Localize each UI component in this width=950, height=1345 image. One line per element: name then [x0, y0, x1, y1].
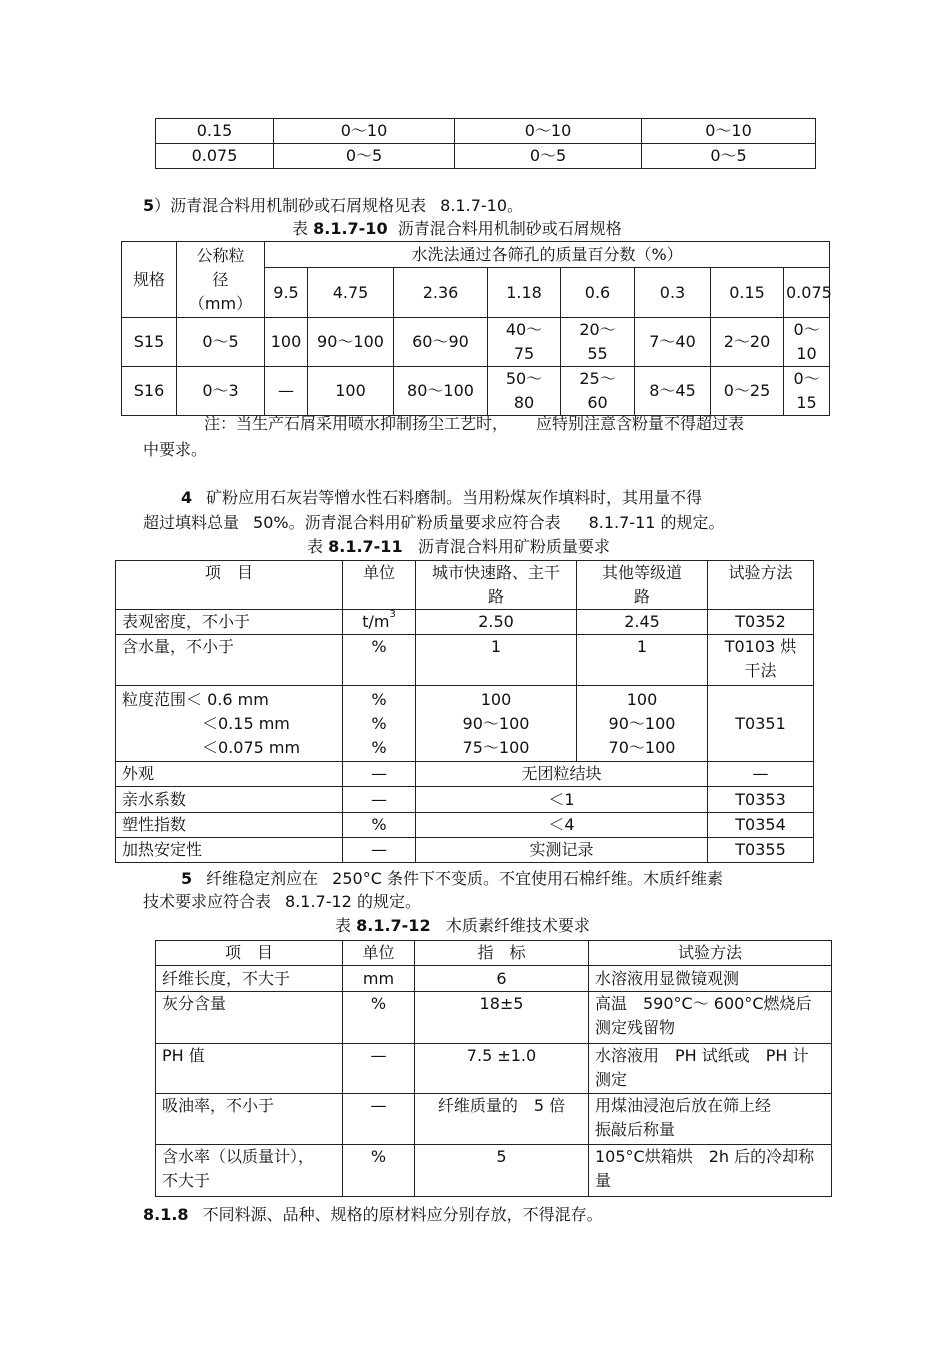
method-line: 测定残留物 — [595, 1018, 676, 1037]
paragraph-5 — [143, 194, 523, 218]
method-cell — [589, 1145, 832, 1197]
table-ref: 8.1.7-10 — [440, 196, 507, 215]
value-cell: 100 — [265, 318, 308, 367]
value-cell — [577, 686, 708, 762]
unit-text: t/m — [362, 612, 390, 631]
table-8-1-7-11 — [115, 560, 814, 863]
value-cell: 1 — [577, 635, 708, 686]
header-line: 城市快速路、主干 — [431, 563, 560, 582]
table-cell: 0～5 — [455, 144, 642, 169]
method-line: 用煤油浸泡后放在筛上经 — [595, 1096, 772, 1115]
item-line: ＜0.075 mm — [202, 737, 301, 757]
table-row — [116, 610, 814, 635]
unit-line: % — [371, 713, 387, 733]
paragraph-5-fiber-line2 — [143, 890, 421, 914]
header-passing-percent: 水洗法通过各筛孔的质量百分数（%） — [265, 242, 830, 268]
para-number: 5 — [181, 869, 193, 888]
method-cell — [589, 992, 832, 1044]
para-number: 4 — [181, 488, 193, 507]
value-cell: 7～40 — [635, 318, 711, 367]
value-cell: 90～100 — [308, 318, 394, 367]
unit-cell — [343, 686, 416, 762]
unit-cell: mm — [343, 966, 415, 992]
table-row — [122, 367, 830, 416]
table-header-row — [116, 561, 814, 610]
header-spec: 规格 — [122, 242, 177, 318]
method-cell: T0354 — [708, 813, 814, 838]
value-cell: ＜4 — [416, 813, 708, 838]
table-cell: 0.15 — [156, 119, 274, 144]
item-cell: 亲水系数 — [116, 787, 343, 813]
table-row — [122, 318, 830, 367]
size-cell: 0～3 — [177, 367, 265, 416]
caption-prefix: 表 — [307, 537, 324, 556]
item-line: ＜0.15 mm — [202, 713, 290, 733]
header-unit: 单位 — [343, 561, 416, 610]
section-text: 不同料源、品种、规格的原材料应分别存放，不得混存。 — [202, 1205, 603, 1224]
item-cell: 表观密度，不小于 — [116, 610, 343, 635]
unit-cell: % — [343, 635, 416, 686]
method-line: 振敲后称量 — [595, 1120, 676, 1139]
item-cell: 含水量，不小于 — [116, 635, 343, 686]
value-line: 70～100 — [608, 737, 676, 757]
table-row — [156, 992, 832, 1044]
note-text: 中要求。 — [143, 440, 208, 459]
caption-prefix: 表 — [292, 219, 309, 238]
header-method: 试验方法 — [589, 941, 832, 966]
sieve-size: 1.18 — [488, 268, 561, 318]
item-cell — [116, 686, 343, 762]
unit-line: % — [371, 689, 387, 709]
header-item: 项 目 — [156, 941, 343, 966]
caption-title: 木质素纤维技术要求 — [445, 916, 590, 935]
value-line: 75～100 — [462, 737, 530, 757]
caption-title: 沥青混合料用机制砂或石屑规格 — [397, 219, 622, 238]
header-city-road — [416, 561, 577, 610]
para-text: 矿粉应用石灰岩等憎水性石料磨制。当用粉煤灰作填料时，其用量不得 — [206, 488, 703, 507]
value-cell: 100 — [308, 367, 394, 416]
table-row — [116, 762, 814, 787]
item-cell: PH 值 — [156, 1044, 343, 1094]
header-other-road — [577, 561, 708, 610]
method-line: 水溶液用 PH 试纸或 PH 计 — [595, 1046, 809, 1065]
value-line: 90～100 — [462, 713, 530, 733]
header-method: 试验方法 — [708, 561, 814, 610]
unit-cell: % — [343, 1145, 415, 1197]
unit-cell — [343, 610, 416, 635]
note-text: 应特别注意含粉量不得超过表 — [536, 414, 745, 433]
method-cell — [589, 1044, 832, 1094]
method-cell: — — [708, 762, 814, 787]
header-index: 指 标 — [415, 941, 589, 966]
unit-sup: 3 — [389, 609, 396, 620]
unit-cell: % — [343, 992, 415, 1044]
index-cell: 7.5 ±1.0 — [415, 1044, 589, 1094]
value-cell: 40～ 75 — [488, 318, 561, 367]
unit-line: % — [371, 737, 387, 757]
table-row — [116, 838, 814, 863]
value-cell: 2.45 — [577, 610, 708, 635]
table-cell: 0～5 — [274, 144, 455, 169]
method-line: 干法 — [744, 661, 777, 680]
table-cell: 0～10 — [455, 119, 642, 144]
item-cell: 加热安定性 — [116, 838, 343, 863]
method-line: 量 — [595, 1171, 612, 1190]
item-cell: 灰分含量 — [156, 992, 343, 1044]
table-note-cont — [143, 438, 207, 462]
table-cell: 0～10 — [274, 119, 455, 144]
method-line: T0103 烘 — [724, 637, 797, 656]
item-cell: 外观 — [116, 762, 343, 787]
header-line: 路 — [633, 587, 650, 606]
index-cell: 5 — [415, 1145, 589, 1197]
para-text: 纤维稳定剂应在 — [206, 869, 319, 888]
value-cell: 80～100 — [394, 367, 488, 416]
item-cell: 塑性指数 — [116, 813, 343, 838]
table-row — [116, 635, 814, 686]
header-unit: 单位 — [343, 941, 415, 966]
spec-cell: S16 — [122, 367, 177, 416]
table-row — [156, 1044, 832, 1094]
spec-cell: S15 — [122, 318, 177, 367]
method-cell: T0352 — [708, 610, 814, 635]
value-cell: 20～ 55 — [561, 318, 635, 367]
table-row — [156, 1145, 832, 1197]
sieve-size: 4.75 — [308, 268, 394, 318]
paragraph-5-fiber-line1 — [181, 867, 723, 891]
header-item: 项 目 — [116, 561, 343, 610]
caption-title: 沥青混合料用矿粉质量要求 — [417, 537, 610, 556]
table-header-row — [122, 242, 830, 268]
value-cell: 2.50 — [416, 610, 577, 635]
table-row — [116, 813, 814, 838]
item-cell: 纤维长度，不大于 — [156, 966, 343, 992]
unit-cell: — — [343, 762, 416, 787]
para-end: 。 — [507, 196, 524, 215]
item-line: 含水率（以质量计）， — [162, 1147, 315, 1166]
value-cell: 0～ 10 — [784, 318, 830, 367]
value-cell: 0～25 — [711, 367, 784, 416]
sieve-size: 0.3 — [635, 268, 711, 318]
method-cell: T0353 — [708, 787, 814, 813]
paragraph-4-line2 — [143, 511, 725, 535]
table-8-1-7-10 — [121, 241, 830, 416]
value-cell: 无团粒结块 — [416, 762, 708, 787]
header-size-line: 公称粒 — [196, 245, 245, 265]
method-line: 测定 — [595, 1070, 628, 1089]
index-cell: 6 — [415, 966, 589, 992]
size-cell: 0～5 — [177, 318, 265, 367]
method-line: 高温 590°C～ 600°C燃烧后 — [595, 994, 812, 1013]
table-row — [156, 119, 816, 144]
value-cell: — — [265, 367, 308, 416]
para-number: 5 — [143, 196, 155, 215]
para-text: 8.1.7-11 的规定。 — [588, 513, 725, 532]
value-cell: 1 — [416, 635, 577, 686]
item-cell: 吸油率，不小于 — [156, 1094, 343, 1145]
item-line: 粒度范围＜ 0.6 mm — [122, 689, 269, 709]
value-cell: 25～ 60 — [561, 367, 635, 416]
sieve-size: 0.6 — [561, 268, 635, 318]
paragraph-4-line1 — [181, 486, 702, 510]
table-row — [156, 144, 816, 169]
value-cell: 实测记录 — [416, 838, 708, 863]
section-number: 8.1.8 — [143, 1205, 189, 1224]
para-text: 超过填料总量 — [143, 513, 240, 532]
caption-number: 8.1.7-12 — [356, 916, 431, 935]
unit-cell: — — [343, 787, 416, 813]
caption-number: 8.1.7-10 — [313, 219, 388, 238]
unit-cell: — — [343, 1044, 415, 1094]
value-line: 90～100 — [608, 713, 676, 733]
index-cell: 18±5 — [415, 992, 589, 1044]
table-row — [156, 1094, 832, 1145]
method-cell: T0355 — [708, 838, 814, 863]
caption-prefix: 表 — [335, 916, 352, 935]
header-line: 其他等级道 — [601, 563, 682, 582]
para-text: 技术要求应符合表 — [143, 892, 272, 911]
unit-cell: — — [343, 838, 416, 863]
table-cell: 0～10 — [642, 119, 816, 144]
table-caption-8-1-7-12 — [335, 915, 590, 937]
unit-cell: — — [343, 1094, 415, 1145]
header-size-line: （mm） — [188, 293, 253, 313]
sieve-size: 9.5 — [265, 268, 308, 318]
value-cell: 60～90 — [394, 318, 488, 367]
table-note — [204, 412, 744, 436]
value-cell: 0～ 15 — [784, 367, 830, 416]
caption-number: 8.1.7-11 — [328, 537, 403, 556]
value-line: 100 — [626, 689, 658, 709]
table-row — [156, 966, 832, 992]
table-header-row — [156, 941, 832, 966]
table-row — [116, 686, 814, 762]
item-line: 不大于 — [162, 1171, 211, 1190]
sieve-size: 0.15 — [711, 268, 784, 318]
method-cell: 水溶液用显微镜观测 — [589, 966, 832, 992]
value-line: 100 — [480, 689, 512, 709]
table-8-1-7-12 — [155, 940, 832, 1197]
method-cell — [589, 1094, 832, 1145]
value-cell: 8～45 — [635, 367, 711, 416]
sieve-size: 2.36 — [394, 268, 488, 318]
section-8-1-8 — [143, 1203, 603, 1227]
note-text: 注：当生产石屑采用喷水抑制扬尘工艺时， — [204, 414, 509, 433]
method-line: 105°C烘箱烘 2h 后的冷却称 — [595, 1147, 815, 1166]
index-cell: 纤维质量的 5 倍 — [415, 1094, 589, 1145]
method-cell: T0351 — [708, 686, 814, 762]
header-nominal-size — [177, 242, 265, 318]
para-text: ）沥青混合料用机制砂或石屑规格见表 — [154, 196, 427, 215]
value-cell: 2～20 — [711, 318, 784, 367]
para-text: 50%。沥青混合料用矿粉质量要求应符合表 — [253, 513, 561, 532]
value-cell — [416, 686, 577, 762]
unit-cell: % — [343, 813, 416, 838]
item-cell — [156, 1145, 343, 1197]
value-cell: ＜1 — [416, 787, 708, 813]
table-caption-8-1-7-11 — [307, 536, 610, 558]
table-caption-8-1-7-10 — [292, 218, 622, 240]
header-line: 路 — [487, 587, 504, 606]
table-row — [116, 787, 814, 813]
table-cell: 0～5 — [642, 144, 816, 169]
para-text: 250°C 条件下不变质。不宜使用石棉纤维。木质纤维素 — [332, 869, 723, 888]
para-text: 8.1.7-12 的规定。 — [285, 892, 421, 911]
sieve-size: 0.075 — [784, 268, 830, 318]
table-cell: 0.075 — [156, 144, 274, 169]
value-cell: 50～ 80 — [488, 367, 561, 416]
gradation-continuation-table — [155, 118, 816, 169]
header-size-line: 径 — [212, 269, 229, 289]
method-cell — [708, 635, 814, 686]
